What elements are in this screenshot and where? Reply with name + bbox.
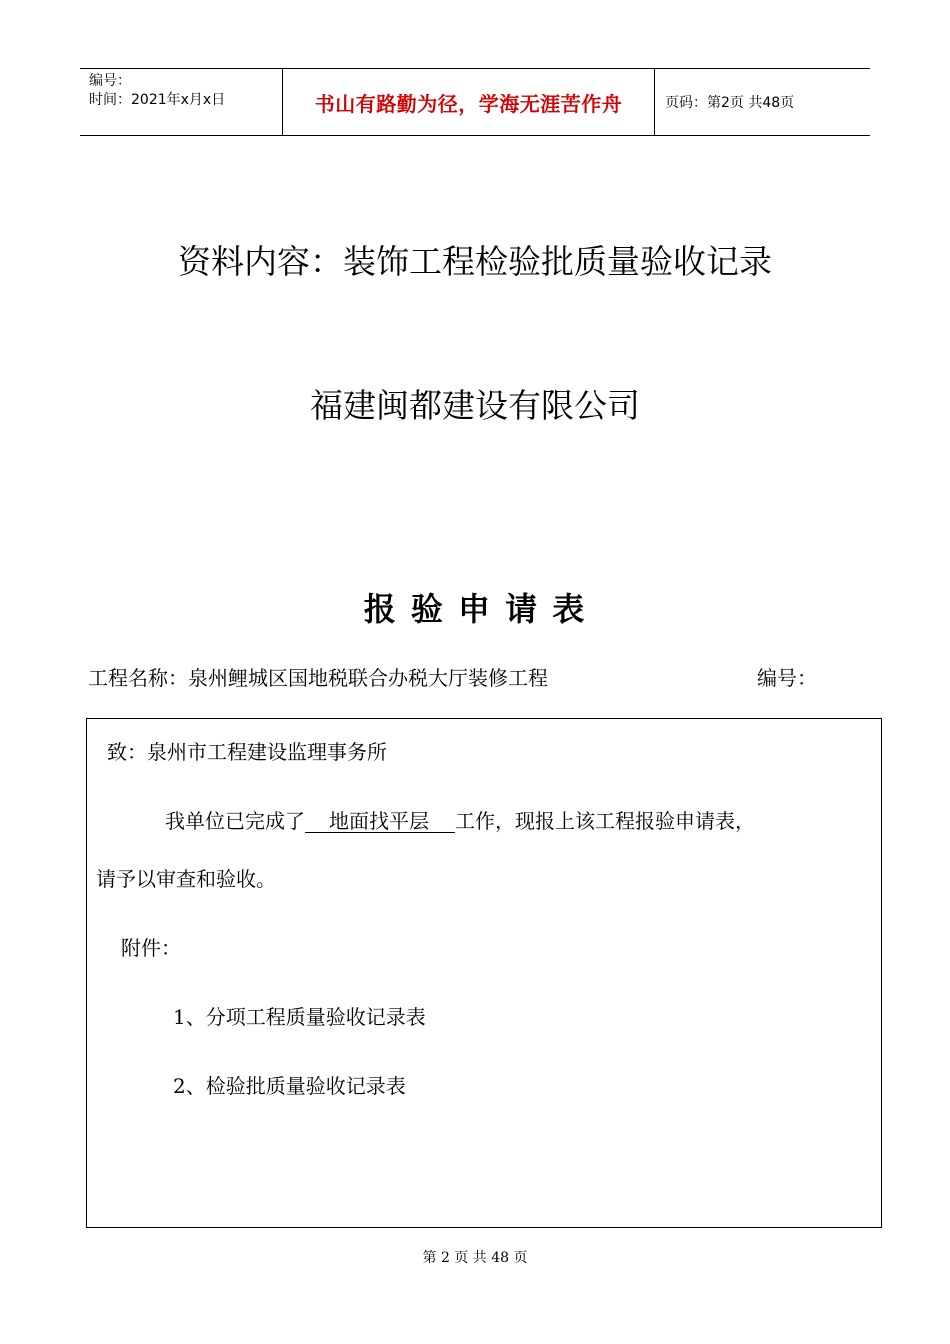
- form-number-label: 编号：: [757, 666, 817, 690]
- attachment-item: 1、分项工程质量验收记录表: [173, 1005, 426, 1029]
- header-page-cell: [655, 69, 870, 135]
- header-page-info: 页码：第2页 共48页: [665, 95, 795, 111]
- application-form-box: [86, 718, 882, 1228]
- header-time-label: 时间：2021年x月x日: [89, 92, 226, 108]
- header-left-cell: [80, 69, 282, 135]
- addressee: 致：泉州市工程建设监理事务所: [107, 740, 387, 764]
- work-item: 地面找平层: [305, 810, 455, 833]
- project-name: 工程名称：泉州鲤城区国地税联合办税大厅装修工程: [88, 666, 548, 690]
- page-footer: 第 2 页 共 48 页: [422, 1250, 528, 1266]
- attachments-label: 附件：: [121, 936, 181, 960]
- body-line-2: 请予以审查和验收。: [96, 867, 276, 891]
- header-motto-cell: [282, 69, 655, 135]
- body-suffix: 工作，现报上该工程报验申请表，: [455, 809, 755, 833]
- attachment-item: 2、检验批质量验收记录表: [173, 1074, 406, 1098]
- form-title: 报 验 申 请 表: [363, 590, 587, 628]
- document-title: 资料内容：装饰工程检验批质量验收记录: [178, 242, 772, 281]
- body-prefix: 我单位已完成了: [165, 809, 305, 833]
- header-number-label: 编号：: [89, 73, 131, 89]
- header-motto: 书山有路勤为径，学海无涯苦作舟: [314, 91, 623, 116]
- company-name: 福建闽都建设有限公司: [310, 386, 640, 425]
- body-line-1: [165, 805, 755, 834]
- header-table: [80, 68, 870, 136]
